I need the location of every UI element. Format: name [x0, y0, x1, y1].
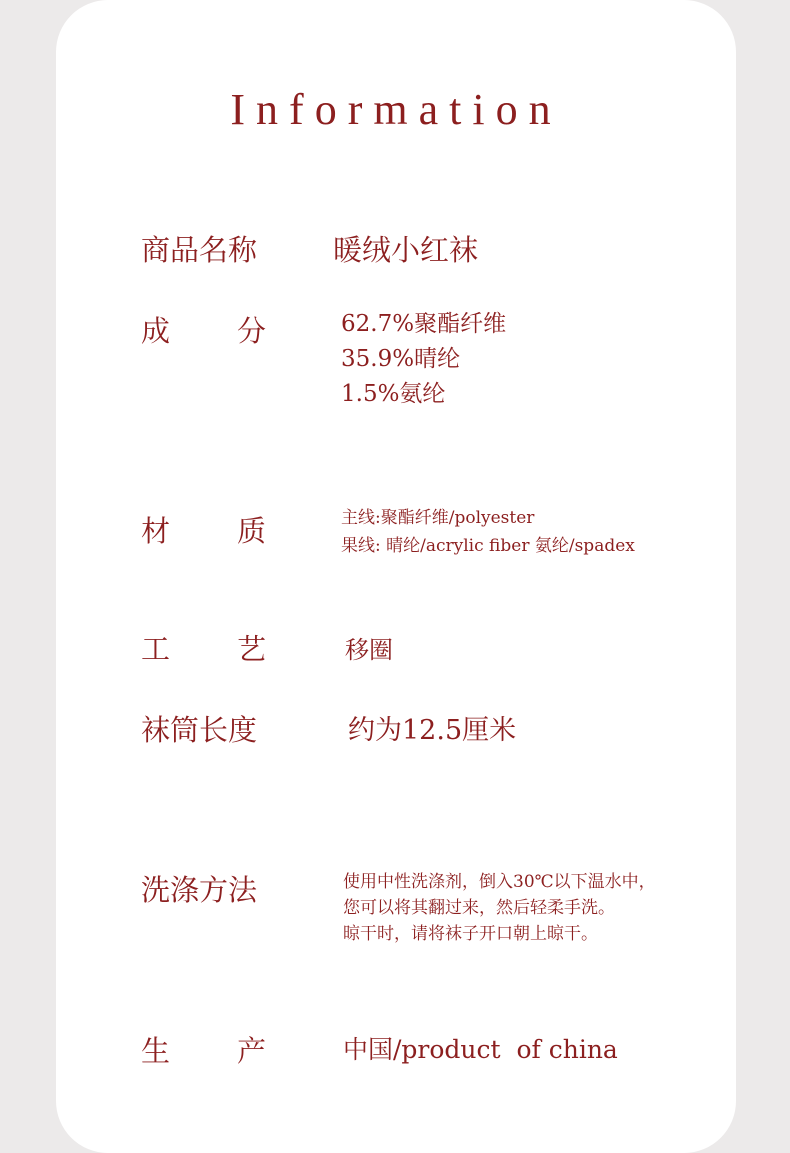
material-label-b: 质 [236, 514, 266, 548]
length-label: 袜筒长度 [141, 713, 258, 747]
origin-value: 中国/product of china [343, 1035, 618, 1064]
info-card [56, 0, 736, 1153]
washing-line: 使用中性洗涤剂，倒入30℃以下温水中， [343, 872, 656, 892]
material-label [141, 509, 266, 550]
material-values [341, 504, 635, 560]
composition-line: 1.5%氨纶 [341, 381, 446, 407]
composition-line: 35.9%晴纶 [341, 346, 461, 372]
craft-label [141, 627, 266, 668]
product-name-value: 暖绒小红袜 [333, 233, 479, 267]
origin-label-a: 生 [141, 1034, 171, 1068]
material-label-a: 材 [141, 514, 171, 548]
origin-label [141, 1029, 266, 1070]
washing-label: 洗涤方法 [141, 873, 258, 907]
washing-values [343, 869, 656, 947]
composition-label-b: 分 [236, 314, 266, 348]
craft-label-a: 工 [141, 632, 171, 666]
product-name-label: 商品名称 [141, 233, 258, 267]
length-value: 约为12.5厘米 [348, 715, 517, 746]
material-line: 果线: 晴纶/acrylic fiber 氨纶/spadex [341, 536, 635, 556]
washing-line: 您可以将其翻过来，然后轻柔手洗。 [343, 898, 615, 918]
craft-value: 移圈 [345, 636, 393, 664]
composition-line: 62.7%聚酯纤维 [341, 311, 507, 337]
craft-label-b: 艺 [236, 632, 266, 666]
origin-label-b: 产 [236, 1034, 266, 1068]
composition-label [141, 309, 266, 350]
washing-line: 晾干时，请将袜子开口朝上晾干。 [343, 924, 598, 944]
page-title: Information [230, 85, 562, 134]
composition-label-a: 成 [141, 314, 171, 348]
composition-values [341, 307, 506, 412]
material-line: 主线:聚酯纤维/polyester [341, 508, 535, 528]
